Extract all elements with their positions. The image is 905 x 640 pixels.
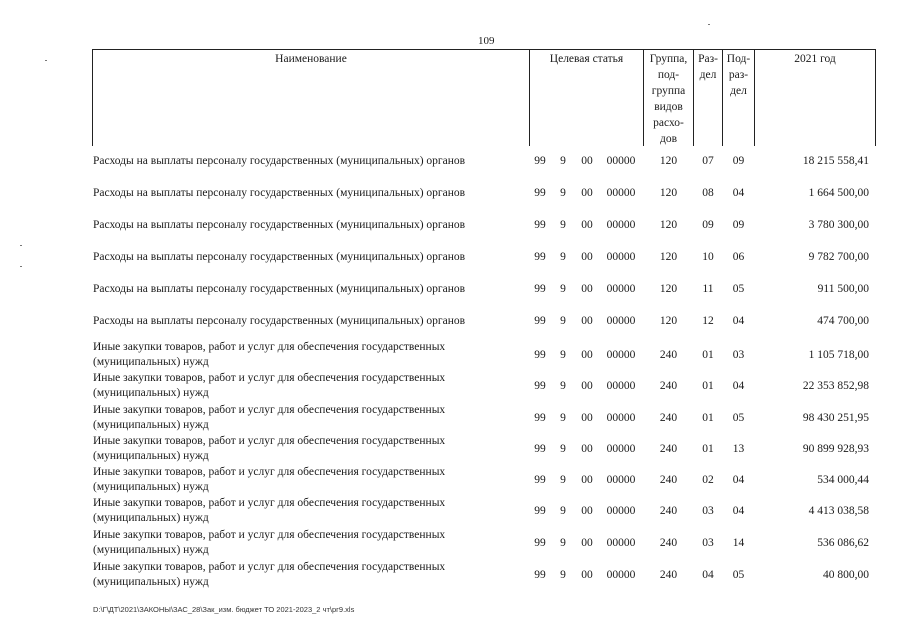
cell-subsection: 04 [732,474,745,486]
cell-c1: 99 [534,537,546,549]
row-name-line: Иные закупки товаров, работ и услуг для обеспечения государственных [93,372,446,384]
cell-c4: 00000 [606,505,636,517]
cell-c2: 9 [560,155,566,167]
cell-subsection: 04 [732,315,745,327]
cell-c1: 99 [534,155,546,167]
cell-group: 120 [659,315,678,327]
cell-amount: 90 899 928,93 [802,443,869,455]
cell-amount: 9 782 700,00 [808,251,869,263]
row-name-line: Иные закупки товаров, работ и услуг для обеспечения государственных [93,497,446,509]
cell-c4: 00000 [606,349,636,361]
cell-group: 240 [659,474,678,486]
cell-c4: 00000 [606,443,636,455]
cell-subsection: 05 [732,569,745,581]
cell-c3: 00 [581,474,593,486]
row-name-line: Иные закупки товаров, работ и услуг для обеспечения государственных [93,341,446,353]
cell-group: 120 [659,283,678,295]
cell-c2: 9 [560,219,566,231]
scan-speck [45,60,47,61]
cell-c1: 99 [534,187,546,199]
row-name-line: Расходы на выплаты персоналу государственных (муниципальных) органов [93,219,466,231]
cell-c2: 9 [560,443,566,455]
row-name [93,282,513,297]
cell-section: 01 [702,380,714,392]
footer-file-path: D:\Г\ДТ\2021\ЗАКОНЫ\ЗАС_28\Зак_изм. бюджет ТО 2021-2023_2 чт\рг9.xls [93,605,355,614]
header-group-line: Группа, [649,53,688,65]
cell-subsection: 09 [732,155,745,167]
cell-subsection: 06 [732,251,745,263]
cell-c3: 00 [581,187,593,199]
cell-c3: 00 [581,537,593,549]
cell-section: 12 [702,315,714,327]
cell-c1: 99 [534,283,546,295]
page-number: 109 [478,35,495,47]
row-name-line: (муниципальных) нужд [93,543,209,556]
scan-speck [20,266,22,267]
cell-c3: 00 [581,505,593,517]
row-name [93,528,513,557]
row-name [93,218,513,233]
cell-c2: 9 [560,537,566,549]
cell-subsection: 05 [732,283,745,295]
cell-section: 01 [702,412,714,424]
scan-speck [708,24,710,25]
cell-c1: 99 [534,251,546,263]
cell-c1: 99 [534,569,546,581]
cell-group: 240 [659,537,678,549]
cell-subsection: 03 [732,349,745,361]
cell-c2: 9 [560,315,566,327]
header-group-line: под- [657,69,680,81]
cell-c2: 9 [560,412,566,424]
row-name [93,403,513,432]
row-name [93,560,513,589]
row-name [93,340,513,369]
row-name-line: Иные закупки товаров, работ и услуг для обеспечения государственных [93,466,446,478]
cell-c2: 9 [560,569,566,581]
cell-group: 120 [659,219,678,231]
cell-group: 240 [659,412,678,424]
cell-group: 120 [659,155,678,167]
cell-section: 03 [702,537,714,549]
cell-c3: 00 [581,443,593,455]
row-name-line: Иные закупки товаров, работ и услуг для обеспечения государственных [93,404,446,416]
cell-c1: 99 [534,474,546,486]
row-name [93,154,513,169]
cell-c2: 9 [560,349,566,361]
cell-c2: 9 [560,251,566,263]
header-section [694,51,722,83]
cell-c4: 00000 [606,251,636,263]
header-group-line: дов [659,133,678,145]
row-name-line: (муниципальных) нужд [93,511,209,524]
cell-amount: 1 105 718,00 [808,349,869,361]
cell-c4: 00000 [606,155,636,167]
row-name-line: Расходы на выплаты персоналу государственных (муниципальных) органов [93,155,466,167]
cell-c3: 00 [581,380,593,392]
cell-amount: 18 215 558,41 [802,155,869,167]
cell-section: 09 [702,219,714,231]
scan-speck [20,245,22,246]
cell-subsection: 14 [732,537,745,549]
row-name-line: Расходы на выплаты персоналу государственных (муниципальных) органов [93,187,466,199]
cell-c1: 99 [534,505,546,517]
row-name-line: (муниципальных) нужд [93,449,209,462]
cell-c2: 9 [560,283,566,295]
cell-c4: 00000 [606,412,636,424]
header-section-line: Раз- [698,53,718,65]
cell-c2: 9 [560,380,566,392]
cell-c2: 9 [560,505,566,517]
row-name [93,465,513,494]
cell-c4: 00000 [606,187,636,199]
cell-section: 04 [702,569,714,581]
header-target-article: Целевая статья [549,53,624,65]
header-subsection-line: дел [730,85,747,97]
cell-c1: 99 [534,443,546,455]
cell-c4: 00000 [606,283,636,295]
cell-subsection: 04 [732,505,745,517]
row-name-line: Расходы на выплаты персоналу государственных (муниципальных) органов [93,283,466,295]
row-name [93,371,513,400]
cell-c2: 9 [560,187,566,199]
cell-amount: 98 430 251,95 [802,412,869,424]
row-name-line: Иные закупки товаров, работ и услуг для обеспечения государственных [93,561,446,573]
row-name [93,250,513,265]
cell-c3: 00 [581,251,593,263]
cell-c4: 00000 [606,569,636,581]
cell-c1: 99 [534,315,546,327]
header-subsection-line: Под- [726,53,751,65]
row-name [93,496,513,525]
row-name-line: (муниципальных) нужд [93,418,209,431]
cell-section: 08 [702,187,714,199]
cell-group: 240 [659,443,678,455]
cell-c4: 00000 [606,219,636,231]
cell-group: 240 [659,349,678,361]
row-name-line: Иные закупки товаров, работ и услуг для обеспечения государственных [93,529,446,541]
header-group-line: расхо- [653,117,684,129]
cell-amount: 1 664 500,00 [808,187,869,199]
cell-amount: 536 086,62 [817,537,869,549]
cell-c4: 00000 [606,315,636,327]
row-name [93,314,513,329]
row-name [93,186,513,201]
cell-c4: 00000 [606,537,636,549]
cell-subsection: 04 [732,380,745,392]
row-name-line: (муниципальных) нужд [93,480,209,493]
row-name [93,434,513,463]
cell-c1: 99 [534,412,546,424]
cell-c1: 99 [534,349,546,361]
cell-section: 03 [702,505,714,517]
cell-group: 240 [659,569,678,581]
header-year: 2021 год [794,53,836,65]
header-group-line: видов [654,101,683,113]
cell-c2: 9 [560,474,566,486]
cell-c3: 00 [581,155,593,167]
cell-amount: 22 353 852,98 [802,380,869,392]
cell-amount: 911 500,00 [817,283,869,295]
cell-c3: 00 [581,283,593,295]
row-name-line: Расходы на выплаты персоналу государственных (муниципальных) органов [93,251,466,263]
cell-group: 120 [659,187,678,199]
cell-subsection: 04 [732,187,745,199]
row-name-line: Иные закупки товаров, работ и услуг для обеспечения государственных [93,435,446,447]
cell-section: 10 [702,251,714,263]
cell-group: 120 [659,251,678,263]
row-name-line: (муниципальных) нужд [93,355,209,368]
cell-c3: 00 [581,569,593,581]
header-name: Наименование [275,53,347,65]
cell-c1: 99 [534,380,546,392]
header-group-line: группа [651,85,686,97]
row-name-line: (муниципальных) нужд [93,386,209,399]
header-group [644,51,693,147]
cell-subsection: 05 [732,412,745,424]
cell-section: 07 [702,155,714,167]
cell-c4: 00000 [606,380,636,392]
header-subsection [723,51,754,99]
header-section-line: дел [699,69,717,81]
cell-section: 11 [702,283,714,295]
cell-group: 240 [659,505,678,517]
row-name-line: (муниципальных) нужд [93,575,209,588]
cell-c3: 00 [581,315,593,327]
cell-amount: 474 700,00 [817,315,869,327]
cell-c1: 99 [534,219,546,231]
header-subsection-line: раз- [728,69,749,81]
cell-amount: 3 780 300,00 [808,219,869,231]
row-name-line: Расходы на выплаты персоналу государственных (муниципальных) органов [93,315,466,327]
cell-c3: 00 [581,412,593,424]
cell-c3: 00 [581,219,593,231]
cell-section: 01 [702,443,714,455]
cell-subsection: 13 [732,443,745,455]
cell-amount: 534 000,44 [817,474,869,486]
cell-amount: 4 413 038,58 [808,505,869,517]
cell-section: 02 [702,474,714,486]
cell-amount: 40 800,00 [823,569,869,581]
cell-section: 01 [702,349,714,361]
cell-c3: 00 [581,349,593,361]
cell-c4: 00000 [606,474,636,486]
cell-subsection: 09 [732,219,745,231]
cell-group: 240 [659,380,678,392]
